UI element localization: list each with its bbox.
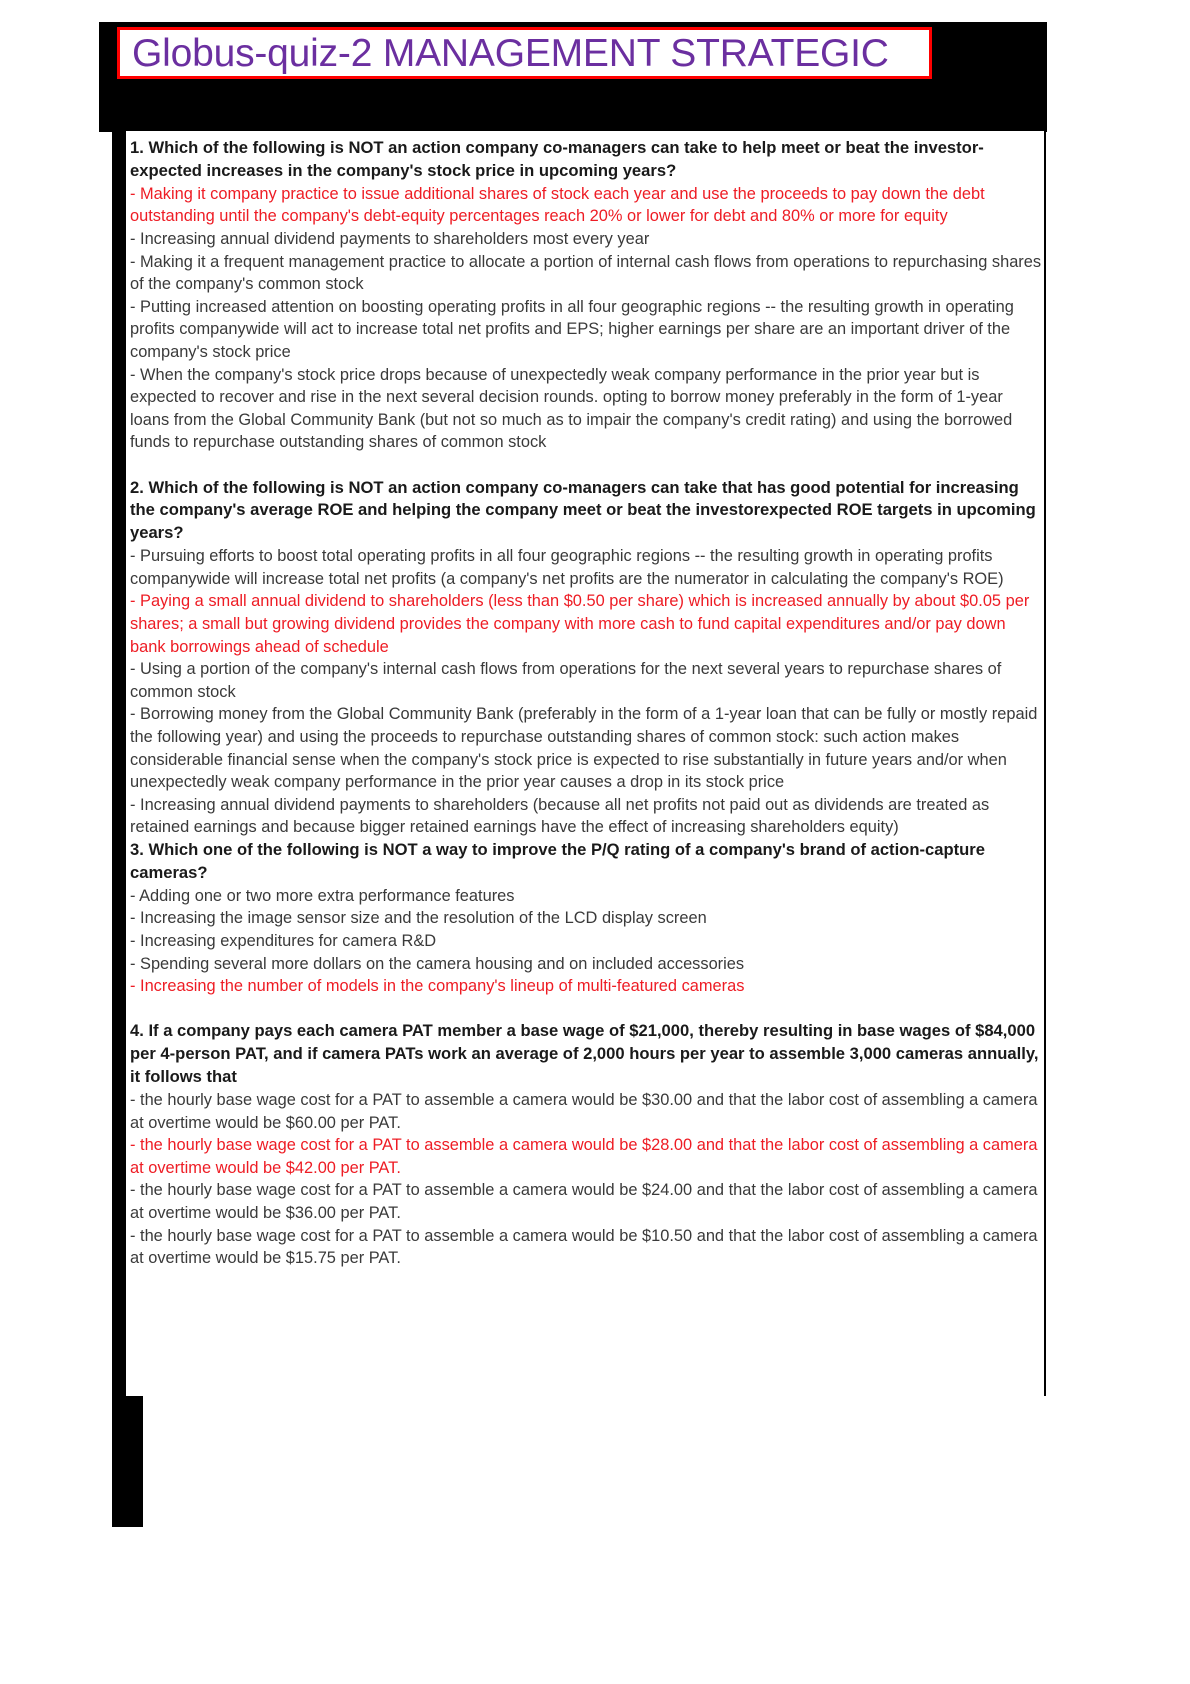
page-title: Globus-quiz-2 MANAGEMENT STRATEGIC <box>132 31 889 75</box>
answer-option[interactable]: - Pursuing efforts to boost total operating profits in all four geographic regions -- the resulting growth in operating profits companywide will increase total net profits (a company's net profits are the numerator in calculating the company's ROE) <box>130 547 1004 588</box>
answer-option-correct[interactable]: - Increasing the number of models in the company's lineup of multi-featured cameras <box>130 977 745 996</box>
question-block <box>130 1020 1044 1269</box>
answer-option[interactable]: - Increasing the image sensor size and the resolution of the LCD display screen <box>130 909 707 928</box>
answer-option-correct[interactable]: - the hourly base wage cost for a PAT to assemble a camera would be $28.00 and that the labor cost of assembling a camera at overtime would be $42.00 per PAT. <box>130 1136 1038 1177</box>
paragraph-spacer <box>130 998 1044 1021</box>
answer-option[interactable]: - Using a portion of the company's internal cash flows from operations for the next several years to repurchase shares of common stock <box>130 660 1002 701</box>
question-block <box>130 137 1044 477</box>
question-block <box>130 477 1044 839</box>
question-stem: 2. Which of the following is NOT an action company co-managers can take that has good potential for increasing the company's average ROE and helping the company meet or beat the investorexpected ROE targets in upcoming years? <box>130 477 1036 543</box>
answer-option[interactable]: - Increasing annual dividend payments to shareholders (because all net profits not paid out as dividends are treated as retained earnings and because bigger retained earnings have the effect of increasing shareholders equity) <box>130 795 990 837</box>
answer-option[interactable]: - Spending several more dollars on the camera housing and on included accessories <box>130 954 745 973</box>
answer-option[interactable]: - Putting increased attention on boosting operating profits in all four geographic regions -- the resulting growth in operating profits companywide will act to increase total net profits and EPS; higher earnings per share are an important driver of the company's stock price <box>130 297 1014 361</box>
answer-option[interactable]: - Making it a frequent management practice to allocate a portion of internal cash flows from operations to repurchasing shares of the company's common stock <box>130 252 1042 294</box>
answer-option[interactable]: - Adding one or two more extra performance features <box>130 886 515 905</box>
answer-option[interactable]: - the hourly base wage cost for a PAT to assemble a camera would be $24.00 and that the labor cost of assembling a camera at overtime would be $36.00 per PAT. <box>130 1181 1038 1223</box>
answer-option[interactable]: - Increasing annual dividend payments to shareholders most every year <box>130 230 650 248</box>
answer-option[interactable]: - Borrowing money from the Global Community Bank (preferably in the form of a 1-year loan that can be fully or mostly repaid the following year) and using the proceeds to repurchase outstanding shares of common stock: such action makes considerable financial sense when the company's stock price is expected to rise substantially in future years and/or when unexpectedly weak company performance in the prior year causes a drop in its stock price <box>130 705 1038 792</box>
answer-option[interactable]: - When the company's stock price drops because of unexpectedly weak company performance in the prior year but is expected to recover and rise in the next several decision rounds. opting to borrow money preferably in the form of 1-year loans from the Global Community Bank (but not so much as to impair the company's credit rating) and using the borrowed funds to repurchase outstanding shares of common stock <box>130 365 1013 452</box>
answer-option-correct[interactable]: - Paying a small annual dividend to shareholders (less than $0.50 per share) which is increased annually by about $0.05 per shares; a small but growing dividend provides the company with more cash to fund capital expenditures and/or pay down bank borrowings ahead of schedule <box>130 592 1030 656</box>
question-stem: 4. If a company pays each camera PAT member a base wage of $21,000, thereby resulting in base wages of $84,000 per 4-person PAT, and if camera PATs work an average of 2,000 hours per year to assemble 3,000 cameras annually, it follows that <box>130 1021 1039 1087</box>
document-content-panel <box>126 131 1046 1396</box>
paragraph-spacer <box>130 454 1044 477</box>
answer-option[interactable]: - the hourly base wage cost for a PAT to assemble a camera would be $10.50 and that the labor cost of assembling a camera at overtime would be $15.75 per PAT. <box>130 1226 1038 1268</box>
question-stem: 1. Which of the following is NOT an action company co-managers can take to help meet or beat the investor-expected increases in the company's stock price in upcoming years? <box>130 138 984 180</box>
answer-option[interactable]: - Increasing expenditures for camera R&D <box>130 931 437 950</box>
question-block <box>130 839 1044 1020</box>
quiz-question-list <box>130 137 1044 1270</box>
answer-option[interactable]: - the hourly base wage cost for a PAT to assemble a camera would be $30.00 and that the labor cost of assembling a camera at overtime would be $60.00 per PAT. <box>130 1091 1038 1132</box>
document-title-banner <box>117 27 932 79</box>
question-stem: 3. Which one of the following is NOT a way to improve the P/Q rating of a company's brand of action-capture cameras? <box>130 839 985 882</box>
answer-option-correct[interactable]: - Making it company practice to issue additional shares of stock each year and use the proceeds to pay down the debt outstanding until the company's debt-equity percentages reach 20% or lower for debt and 80% or more for equity <box>130 184 985 226</box>
